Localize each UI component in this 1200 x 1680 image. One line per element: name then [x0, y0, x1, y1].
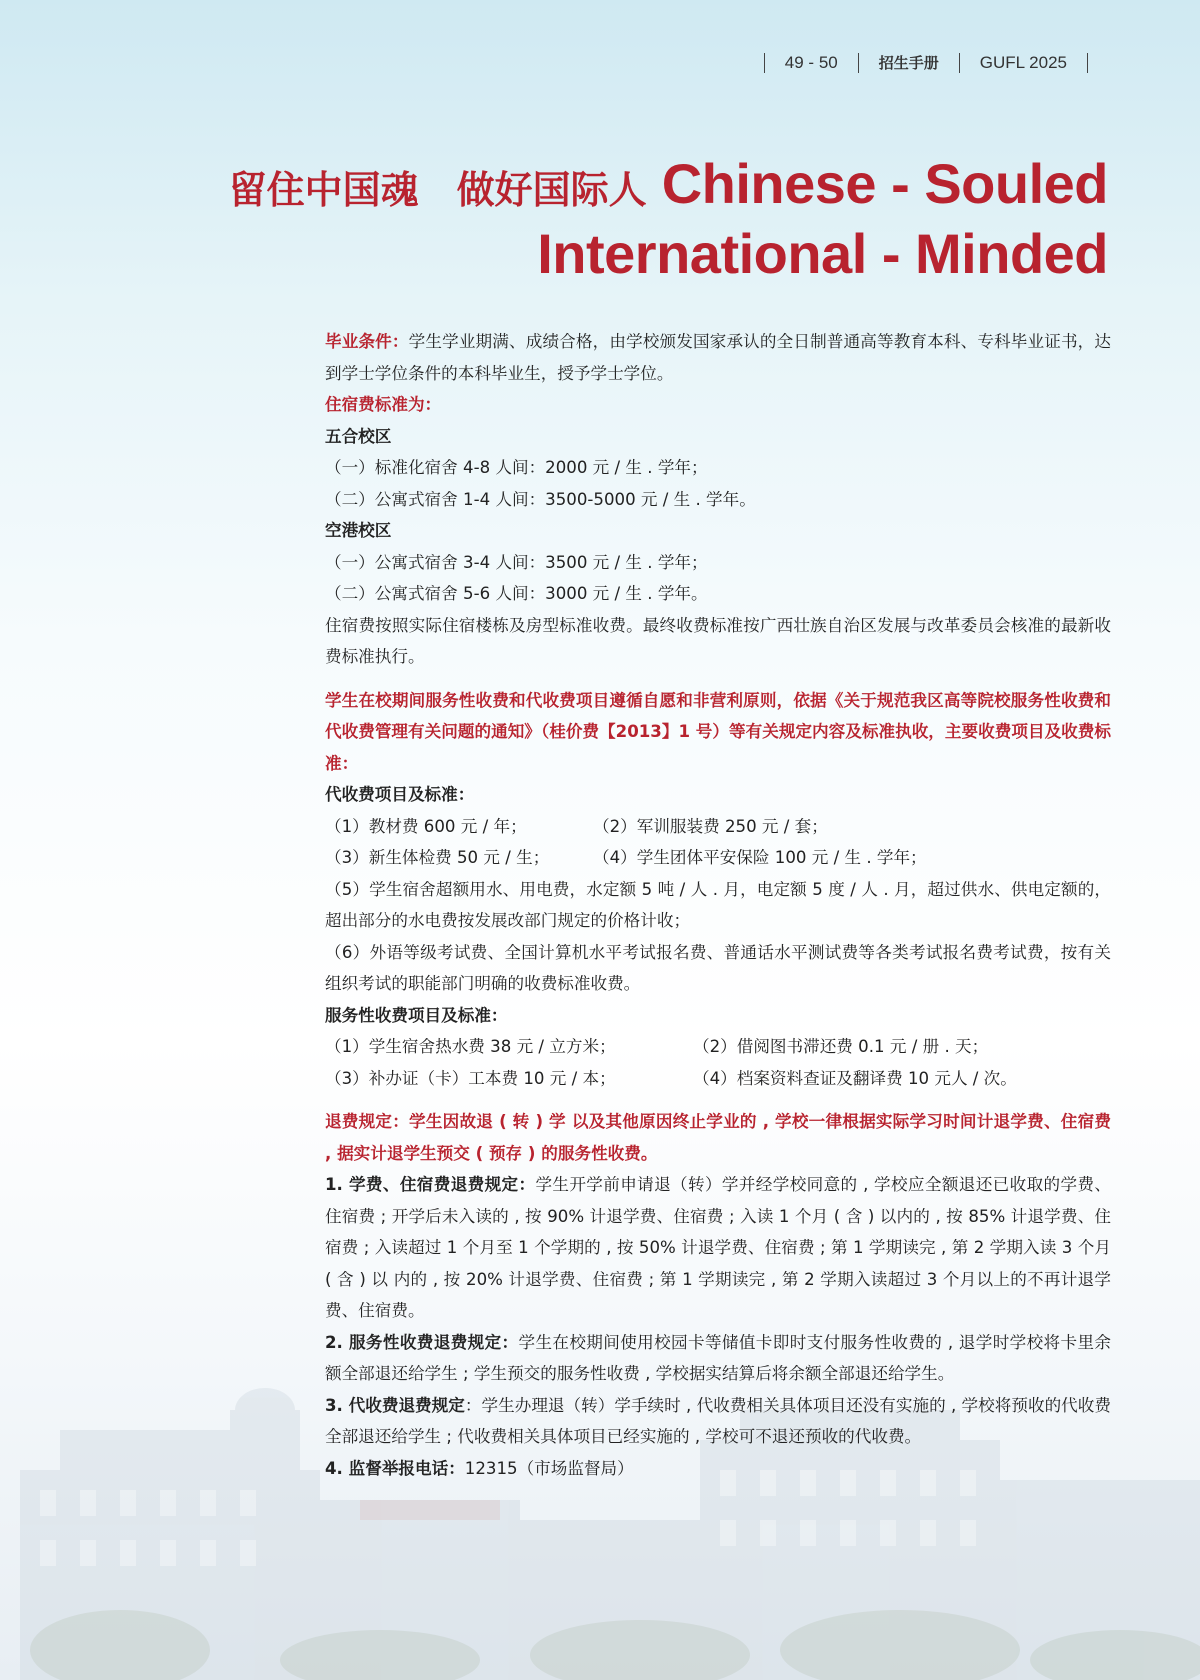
page-title	[108, 152, 1108, 286]
refund-rule-1-label: 1. 学费、住宿费退费规定：	[325, 1175, 536, 1194]
agency-item-4: （4）学生团体平安保险 100 元 / 生 . 学年；	[593, 848, 927, 867]
complaint-hotline-number: 12315（市场监督局）	[464, 1458, 634, 1478]
header-divider	[1087, 53, 1088, 73]
graduation-label: 毕业条件：	[325, 332, 409, 351]
main-content	[325, 326, 1111, 1484]
guide-name: 招生手册	[878, 54, 939, 72]
refund-rule-3-text: ：学生办理退（转）学手续时 , 代收费相关具体项目还没有实施的 , 学校将预收的代收费全部退还给学生 ; 代收费相关具体项目已经实施的 , 学校可不退还预收的代收费。	[325, 1395, 1111, 1446]
service-row-2	[325, 1063, 1111, 1095]
agency-item-3: （3）新生体检费 50 元 / 生；	[325, 848, 550, 867]
services-intro: 学生在校期间服务性收费和代收费项目遵循自愿和非营利原则，依据《关于规范我区高等院校服务性收费和代收费管理有关问题的通知》（桂价费【2013】1 号）等有关规定内容及标准执收，主要收费项目及收费标准：	[325, 690, 1111, 773]
campus-konggang: 空港校区	[325, 521, 392, 540]
header-divider	[959, 53, 960, 73]
accommodation-label: 住宿费标准为：	[325, 395, 442, 414]
agency-fee-label: 代收费项目及标准：	[325, 785, 475, 804]
refund-intro: 退费规定：学生因故退 ( 转 ) 学 以及其他原因终止学业的 , 学校一律根据实际学习时间计退学费、住宿费 , 据实计退学生预交 ( 预存 ) 的服务性收费。	[325, 1112, 1111, 1163]
agency-row-2	[325, 842, 1111, 874]
service-item-4: （4）档案资料查证及翻译费 10 元人 / 次。	[693, 1068, 1017, 1088]
complaint-hotline-label: 4. 监督举报电话：	[325, 1458, 465, 1478]
title-english-2: International - Minded	[537, 222, 1108, 285]
service-item-2: （2）借阅图书滞还费 0.1 元 / 册 . 天；	[693, 1037, 989, 1056]
agency-item-6: （6）外语等级考试费、全国计算机水平考试报名费、普通话水平测试费等各类考试报名费考试费，按有关组织考试的职能部门明确的收费标准收费。	[325, 942, 1111, 993]
refund-rule-3-label: 3. 代收费退费规定	[325, 1395, 465, 1415]
complaint-hotline	[325, 1453, 1111, 1485]
refund-rule-3	[325, 1390, 1111, 1453]
service-item-1: （1）学生宿舍热水费 38 元 / 立方米；	[325, 1037, 616, 1056]
graduation-paragraph	[325, 326, 1111, 389]
page-header	[744, 52, 1108, 73]
header-divider	[858, 53, 859, 73]
graduation-text: 学生学业期满、成绩合格，由学校颁发国家承认的全日制普通高等教育本科、专科毕业证书，达到学士学位条件的本科毕业生，授予学士学位。	[325, 332, 1112, 383]
refund-rule-2-label: 2. 服务性收费退费规定：	[325, 1332, 519, 1352]
refund-rule-2-text: 学生在校期间使用校园卡等储值卡即时支付服务性收费的 , 退学时学校将卡里余额全部退还给学生 ; 学生预交的服务性收费 , 学校据实结算后将余额全部退还给学生。	[325, 1332, 1111, 1383]
wuhe-item-1: （一）标准化宿舍 4-8 人间：2000 元 / 生 . 学年；	[325, 458, 708, 477]
page-numbers: 49 - 50	[784, 52, 838, 72]
refund-rule-2	[325, 1327, 1111, 1390]
konggang-item-1: （一）公寓式宿舍 3-4 人间：3500 元 / 生 . 学年；	[325, 552, 708, 572]
title-line-1	[108, 152, 1108, 222]
konggang-item-2: （二）公寓式宿舍 5-6 人间：3000 元 / 生 . 学年。	[325, 584, 708, 603]
header-divider	[764, 53, 765, 73]
agency-item-2: （2）军训服装费 250 元 / 套；	[593, 816, 828, 836]
title-chinese: 留住中国魂 做好国际人	[228, 168, 647, 212]
accommodation-note: 住宿费按照实际住宿楼栋及房型标准收费。最终收费标准按广西壮族自治区发展与改革委员会核准的最新收费标准执行。	[325, 615, 1111, 666]
agency-item-5: （5）学生宿舍超额用水、用电费，水定额 5 吨 / 人 . 月，电定额 5 度 / 人 . 月，超过供水、供电定额的，超出部分的水电费按发展改部门规定的价格计收；	[325, 879, 1111, 930]
service-row-1	[325, 1031, 1111, 1063]
refund-rule-1-text: 学生开学前申请退（转）学并经学校同意的 , 学校应全额退还已收取的学费、住宿费 ; 开学后未入读的 , 按 90% 计退学费、住宿费 ; 入读 1 个月 ( 含 ) 以内的 , 按 85% 计退学费、住宿费 ; 入读超过 1 个月至 1 个学期的 , 按 50% 计退学费、住宿费 ; 第 1 学期读完 , 第 2 学期入读 3 个月 ( 含 ) 以 内的 , 按 20% 计退学费、住宿费 ; 第 1 学期读完 , 第 2 学期入读超过 3 个月以上的不再计退学费、住宿费。	[325, 1175, 1111, 1320]
title-english-1: Chinese - Souled	[661, 152, 1108, 215]
campus-wuhe: 五合校区	[325, 426, 392, 446]
agency-item-1: （1）教材费 600 元 / 年；	[325, 816, 527, 836]
wuhe-item-2: （二）公寓式宿舍 1-4 人间：3500-5000 元 / 生 . 学年。	[325, 489, 756, 509]
agency-row-1	[325, 811, 1111, 843]
brand-name: GUFL 2025	[979, 52, 1067, 72]
refund-rule-1	[325, 1169, 1111, 1327]
service-fee-label: 服务性收费项目及标准：	[325, 1005, 508, 1025]
service-item-3: （3）补办证（卡）工本费 10 元 / 本；	[325, 1068, 616, 1088]
